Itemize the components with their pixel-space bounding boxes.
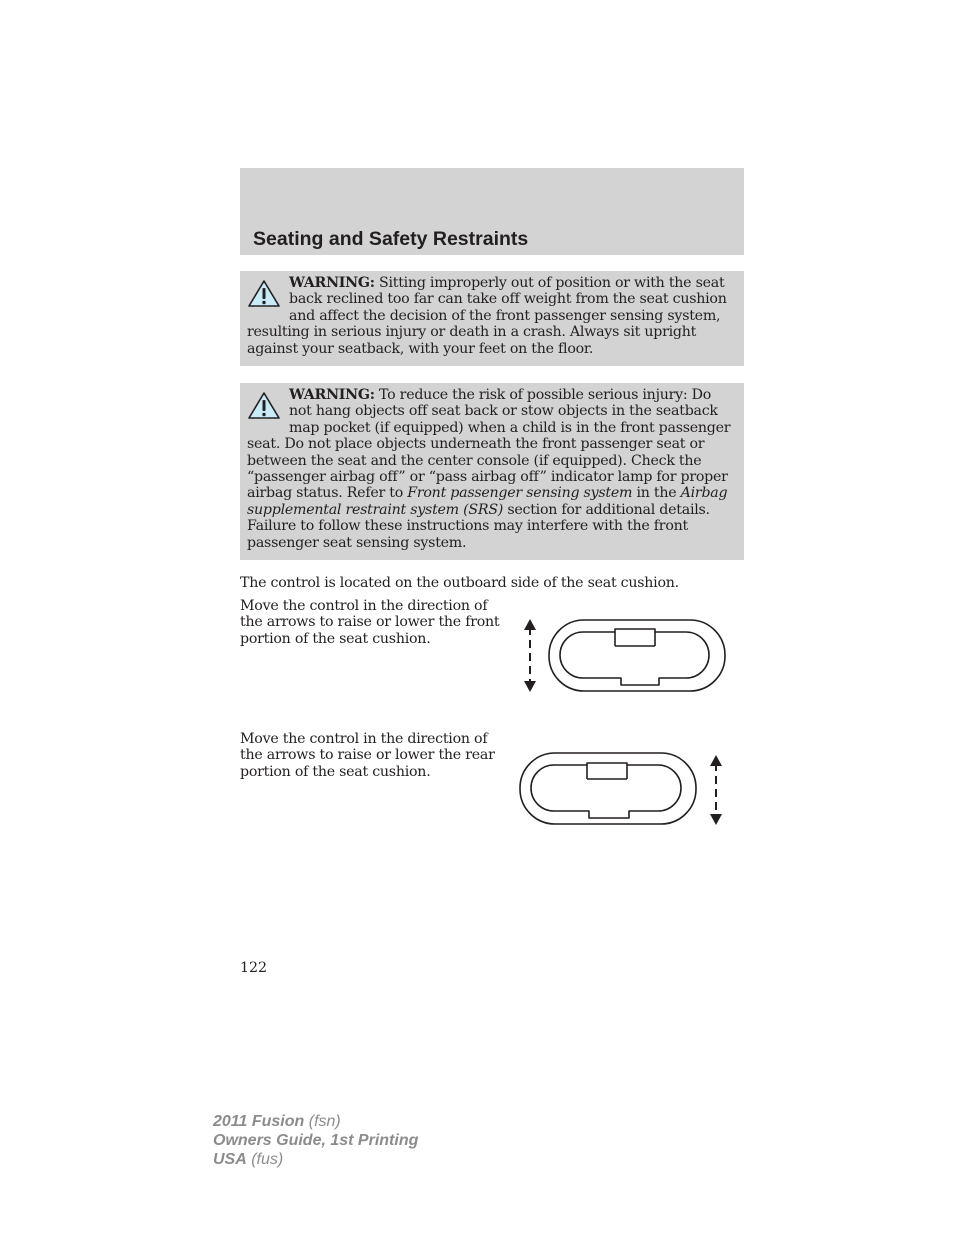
front-cushion-instruction: Move the control in the direction of the arrows to raise or lower the front portion of the seat cushion. — [240, 598, 500, 647]
rear-cushion-instruction: Move the control in the direction of the arrows to raise or lower the rear portion of the seat cushion. — [240, 731, 495, 780]
footer-market-line — [213, 1150, 418, 1169]
warning-text — [247, 387, 736, 551]
cross-reference-srs-section: Airbag supplemental restraint system (SRS) — [247, 485, 728, 518]
seat-cushion-rear-control-icon — [515, 750, 730, 830]
warning-body: Sitting improperly out of position or with the seat back reclined too far can take off weight from the seat cushion and affect the decision of the front passenger sensing system, resulting in serious injury or death in a crash. Always sit upright against your seatback, with your feet on the floor. — [247, 275, 727, 357]
warning-body-part: To reduce the risk of possible serious injury: Do not hang objects off seat back or stow objects in the seatback map pocket (if equipped) when a child is in the front passenger seat. Do not place objects underneath the front passenger seat or between the seat and the center console (if equipped). Check the “passenger airbag off” or “pass airbag off” indicator lamp for proper airbag status. Refer to — [247, 387, 731, 502]
section-header-band — [240, 168, 744, 255]
cross-reference-sensing-system: Front passenger sensing system — [407, 485, 633, 502]
footer-model-code: (fsn) — [304, 1113, 341, 1130]
warning-box-seating-position — [240, 271, 744, 366]
warning-label: WARNING: — [289, 387, 375, 403]
warning-triangle-icon — [247, 391, 281, 420]
warning-box-seatback-objects — [240, 383, 744, 560]
footer-model-line — [213, 1112, 418, 1131]
section-title: Seating and Safety Restraints — [253, 228, 529, 250]
seat-cushion-front-control-icon — [515, 615, 730, 695]
warning-text — [247, 275, 736, 357]
warning-label: WARNING: — [289, 275, 375, 291]
document-footer — [213, 1112, 418, 1169]
control-location-text: The control is located on the outboard side of the seat cushion. — [240, 575, 679, 591]
footer-model: 2011 Fusion — [213, 1113, 305, 1130]
footer-edition-line — [213, 1131, 418, 1150]
warning-body-part: in the — [632, 485, 681, 502]
warning-triangle-icon — [247, 279, 281, 308]
page-number: 122 — [240, 960, 268, 976]
footer-edition: Owners Guide, 1st Printing — [213, 1132, 419, 1149]
footer-market: USA — [213, 1151, 247, 1168]
footer-market-code: (fus) — [246, 1151, 284, 1168]
warning-body-part: section for additional details. Failure to follow these instructions may interfere with the front passenger seat sensing system. — [247, 501, 710, 551]
